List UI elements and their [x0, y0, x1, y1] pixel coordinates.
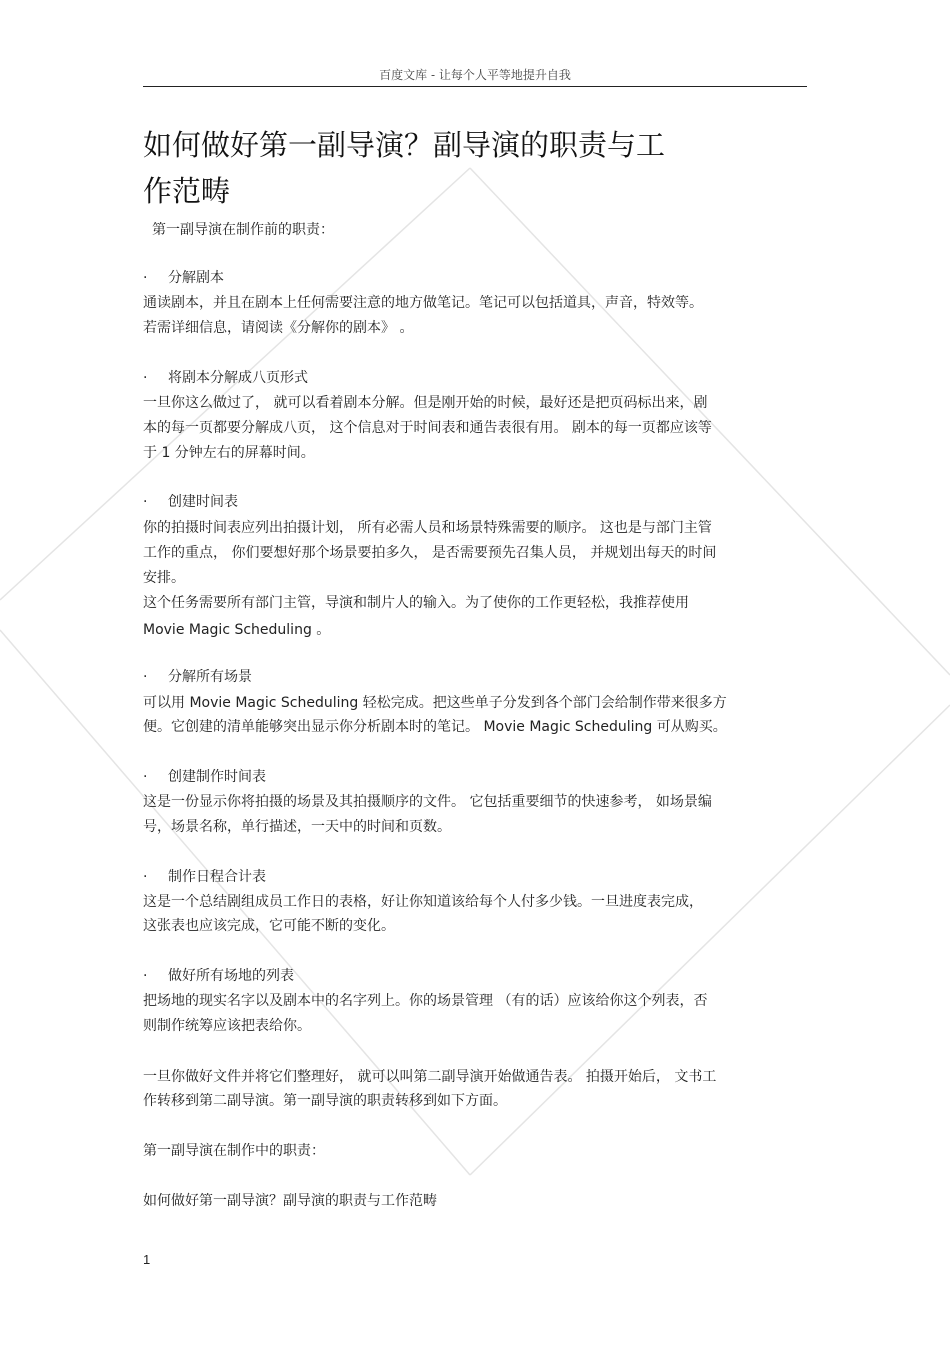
paragraph-line: Movie Magic Scheduling 。 — [143, 622, 331, 638]
closing-paragraph-line: 一旦你做好文件并将它们整理好， 就可以叫第二副导演开始做通告表。 拍摄开始后， 文书工 — [143, 1069, 717, 1085]
paragraph-line: 本的每一页都要分解成八页， 这个信息对于时间表和通告表很有用。 剧本的每一页都应该等 — [143, 420, 712, 436]
paragraph-line: 这是一份显示你将拍摄的场景及其拍摄顺序的文件。 它包括重要细节的快速参考， 如场景编 — [143, 794, 712, 810]
paragraph-line: 则制作统筹应该把表给你。 — [143, 1018, 311, 1034]
paragraph-line: 这个任务需要所有部门主管，导演和制片人的输入。为了使你的工作更轻松，我推荐使用 — [143, 595, 689, 611]
paragraph-line: 这是一个总结剧组成员工作日的表格，好让你知道该给每个人付多少钱。一旦进度表完成， — [143, 894, 703, 910]
section-heading: · 创建时间表 — [143, 494, 238, 510]
section-heading: · 将剧本分解成八页形式 — [143, 370, 308, 386]
paragraph-line: 可以用 Movie Magic Scheduling 轻松完成。把这些单子分发到各个部门会给制作带来很多方 — [143, 695, 727, 711]
paragraph-line: 你的拍摄时间表应列出拍摄计划， 所有必需人员和场景特殊需要的顺序。 这也是与部门主管 — [143, 520, 712, 536]
paragraph-line: 工作的重点， 你们要想好那个场景要拍多久， 是否需要预先召集人员， 并规划出每天的时间 — [143, 545, 717, 561]
footer-title: 如何做好第一副导演？副导演的职责与工作范畴 — [143, 1193, 437, 1209]
paragraph-line: 号，场景名称，单行描述，一天中的时间和页数。 — [143, 819, 451, 835]
during-production-heading: 第一副导演在制作中的职责： — [143, 1143, 325, 1159]
paragraph-line: 便。它创建的清单能够突出显示你分析剧本时的笔记。 Movie Magic Scheduling 可从购买。 — [143, 719, 727, 735]
page-header: 百度文库 - 让每个人平等地提升自我 — [379, 68, 571, 82]
paragraph-line: 通读剧本，并且在剧本上任何需要注意的地方做笔记。笔记可以包括道具，声音，特效等。 — [143, 295, 703, 311]
page-number: 1 — [143, 1252, 151, 1267]
header-divider — [143, 86, 807, 87]
paragraph-line: 一旦你这么做过了， 就可以看着剧本分解。但是刚开始的时候，最好还是把页码标出来，剧 — [143, 395, 708, 411]
section-heading: · 分解所有场景 — [143, 669, 252, 685]
paragraph-line: 安排。 — [143, 570, 185, 586]
section-heading: · 制作日程合计表 — [143, 869, 266, 885]
intro-text: 第一副导演在制作前的职责： — [152, 222, 334, 238]
closing-paragraph-line: 作转移到第二副导演。第一副导演的职责转移到如下方面。 — [143, 1093, 507, 1109]
paragraph-line: 于 1 分钟左右的屏幕时间。 — [143, 445, 315, 461]
document-title — [143, 122, 763, 214]
paragraph-line: 这张表也应该完成，它可能不断的变化。 — [143, 918, 395, 934]
title-line-1: 如何做好第一副导演？副导演的职责与工 — [143, 128, 666, 162]
section-heading: · 分解剧本 — [143, 270, 224, 286]
section-heading: · 创建制作时间表 — [143, 769, 266, 785]
paragraph-line: 把场地的现实名字以及剧本中的名字列上。你的场景管理 （有的话）应该给你这个列表，否 — [143, 993, 708, 1009]
title-line-2: 作范畴 — [143, 174, 231, 208]
section-heading: · 做好所有场地的列表 — [143, 968, 294, 984]
paragraph-line: 若需详细信息，请阅读《分解你的剧本》 。 — [143, 320, 414, 336]
